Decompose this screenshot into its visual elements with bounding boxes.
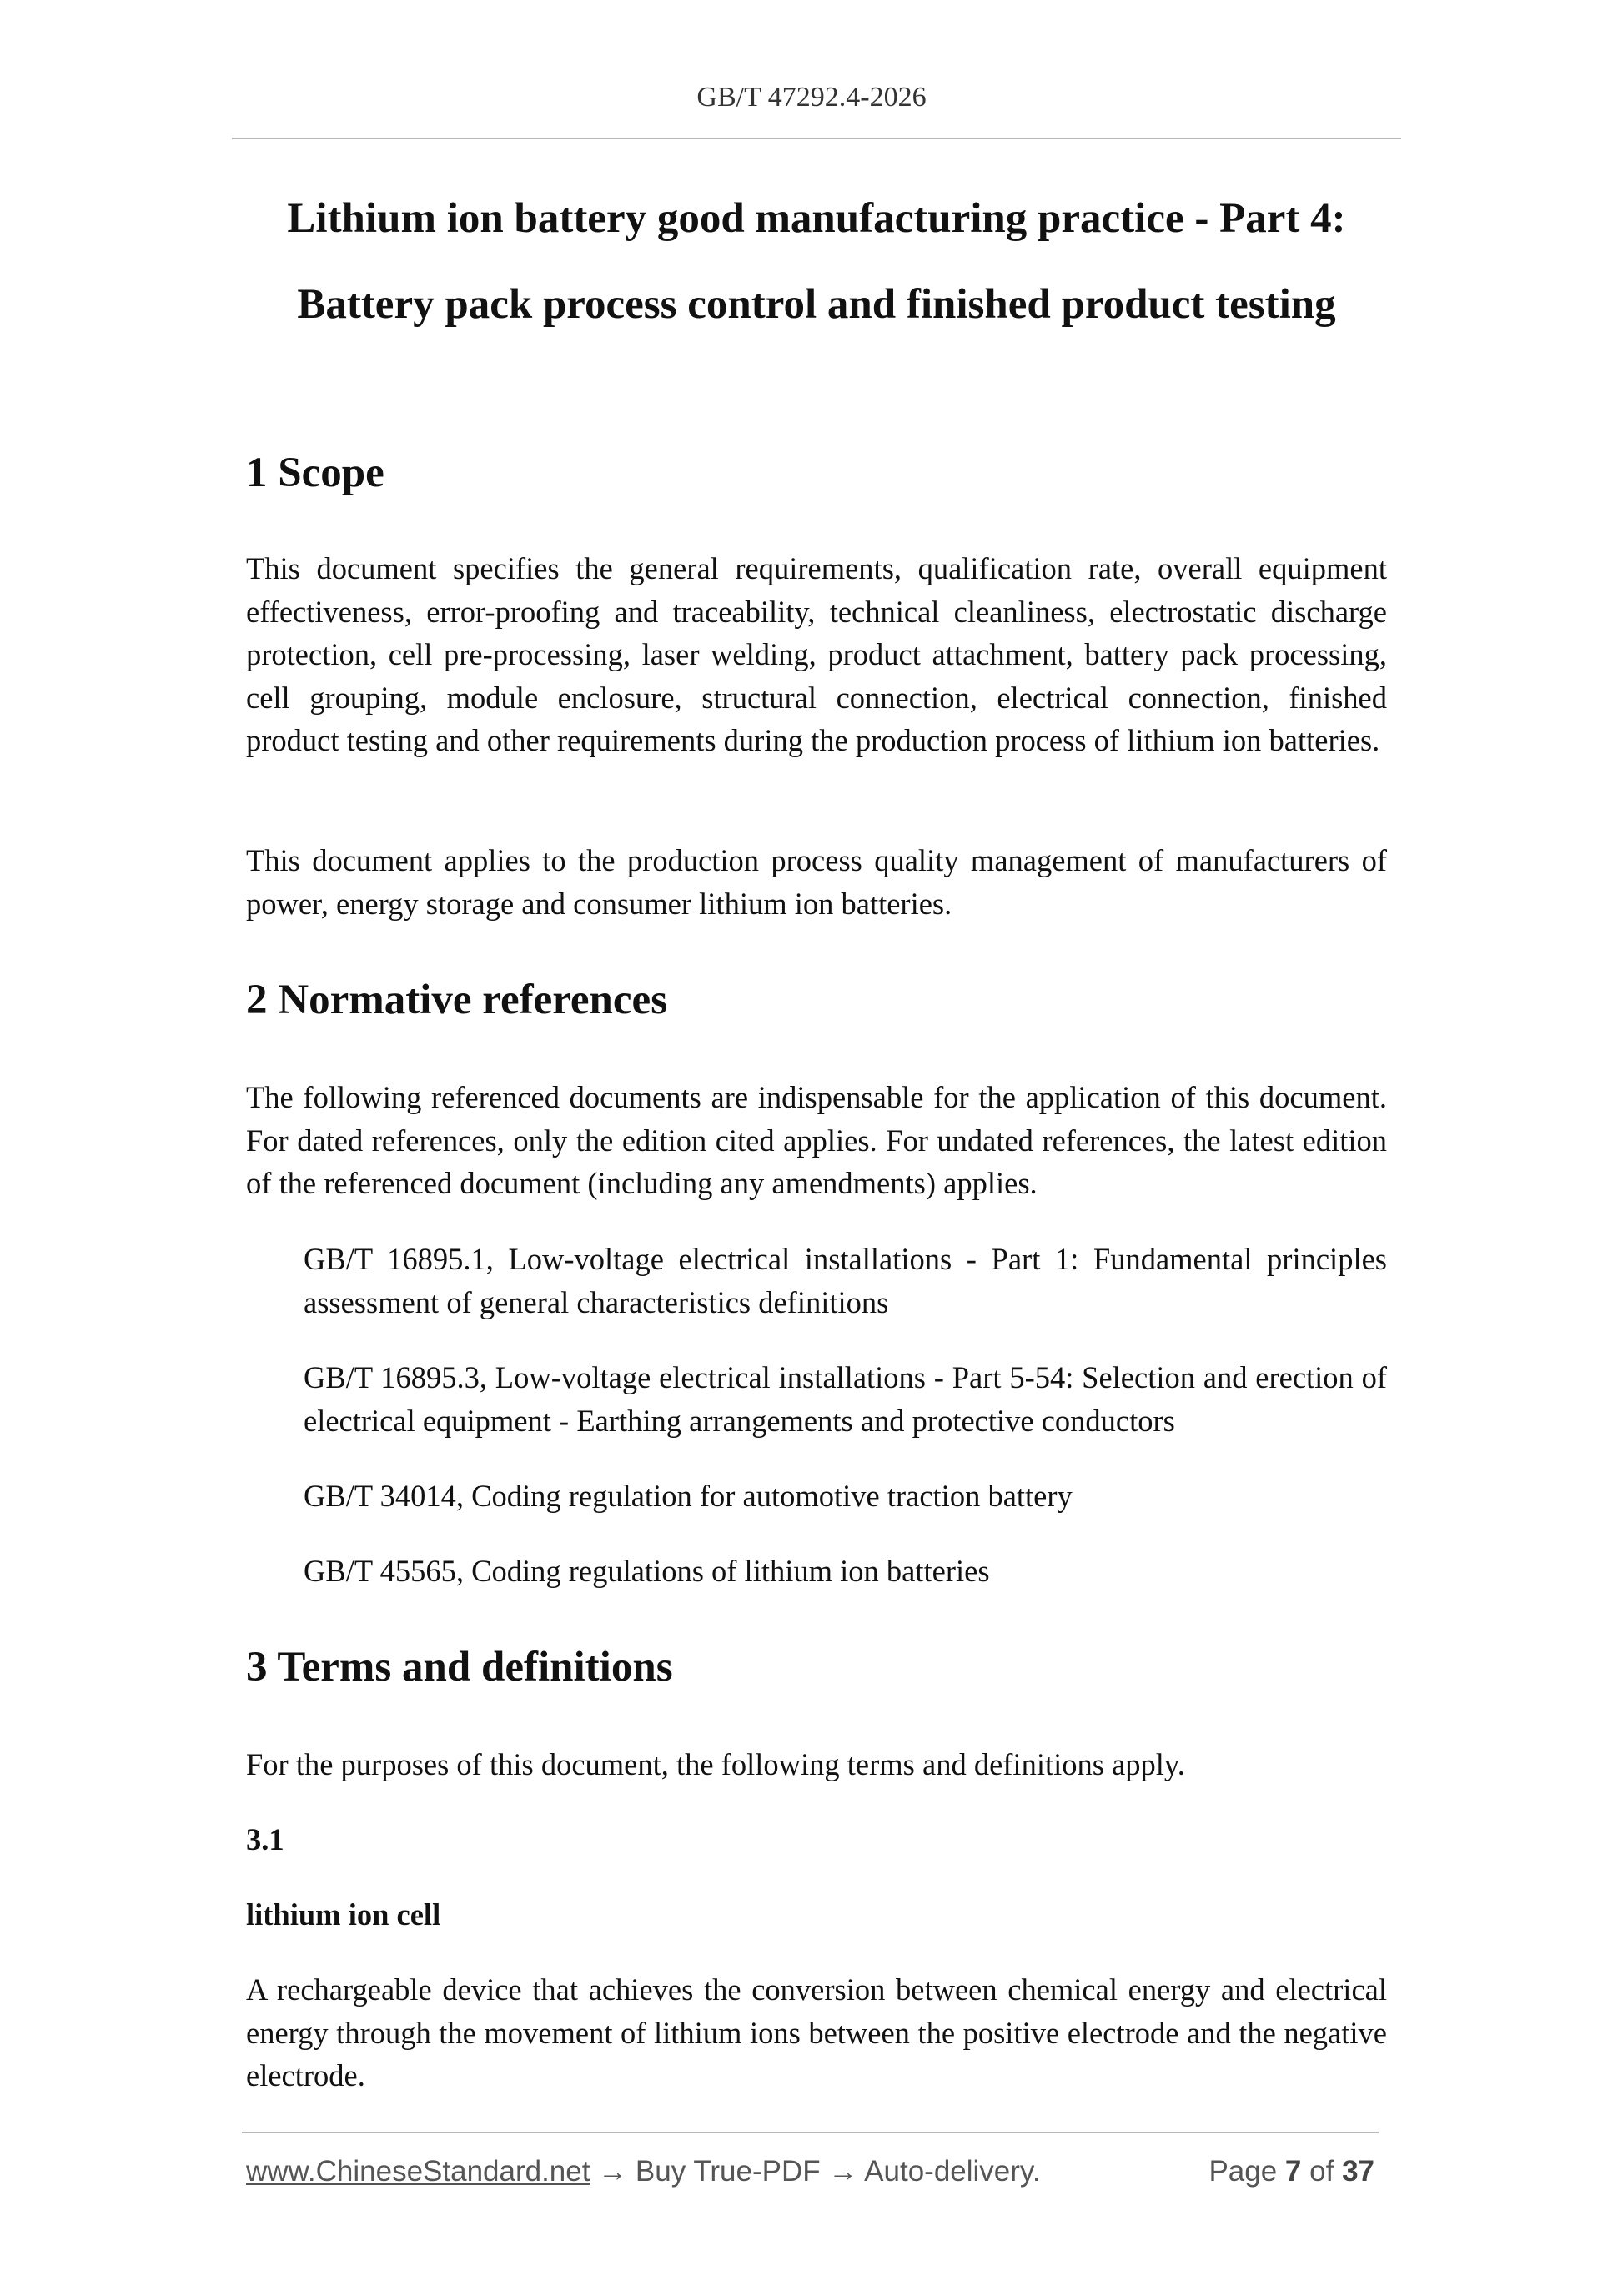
term-entry-definition: A rechargeable device that achieves the conversion between chemical energy and electrical energy through the movement of lithium ions between the positive electrode and the negative electrode. [246,1972,1387,2093]
scope-paragraph-2: This document applies to the production process quality management of manufacturers of power, energy storage and consumer lithium ion batteries. [246,843,1387,921]
document-title-line-2: Battery pack process control and finished product testing [297,281,1336,328]
footer-page-indicator [1208,2155,1374,2188]
reference-item: GB/T 34014, Coding regulation for automotive traction battery [304,1479,1073,1513]
page-label: Page [1208,2155,1278,2188]
header-doc-code: GB/T 47292.4-2026 [696,82,927,113]
terms-intro-paragraph: For the purposes of this document, the following terms and definitions apply. [246,1747,1185,1781]
normative-intro-paragraph: The following referenced documents are indispensable for the application of this document. For dated references, only the edition cited applies. For undated references, the latest edition of the referenced document (including any amendments) applies. [246,1080,1387,1200]
page-total-number: 37 [1342,2155,1374,2188]
footer-website-link[interactable]: www.ChineseStandard.net [246,2155,590,2188]
reference-item: GB/T 45565, Coding regulations of lithium ion batteries [304,1554,990,1588]
term-entry-number: 3.1 [246,1822,284,1856]
footer-left [246,2155,1041,2188]
document-title-line-1: Lithium ion battery good manufacturing practice - Part 4: [287,195,1346,242]
section-heading-scope: 1 Scope [246,450,384,496]
section-heading-normative-references: 2 Normative references [246,977,668,1023]
footer-tagline: → Buy True-PDF → Auto-delivery. [590,2155,1041,2188]
section-heading-terms-definitions: 3 Terms and definitions [246,1644,673,1691]
page-of-label: of [1309,2155,1334,2188]
reference-item: GB/T 16895.3, Low-voltage electrical installations - Part 5-54: Selection and erection of electrical equipment - Earthing arrangements and protective conductors [304,1360,1387,1438]
footer-divider [242,2132,1379,2133]
header-divider [232,138,1401,139]
page-current-number: 7 [1284,2155,1302,2188]
reference-item: GB/T 16895.1, Low-voltage electrical installations - Part 1: Fundamental principles assessment of general characteristics definitions [304,1242,1387,1319]
scope-paragraph-1: This document specifies the general requirements, qualification rate, overall equipment effectiveness, error-proofing and traceability, technical cleanliness, electrostatic discharge protection, cell pre-processing, laser welding, product attachment, battery pack processing, cell grouping, module enclosure, structural connection, electrical connection, finished product testing and other requirements during the production process of lithium ion batteries. [246,551,1387,757]
term-entry-name: lithium ion cell [246,1897,441,1932]
